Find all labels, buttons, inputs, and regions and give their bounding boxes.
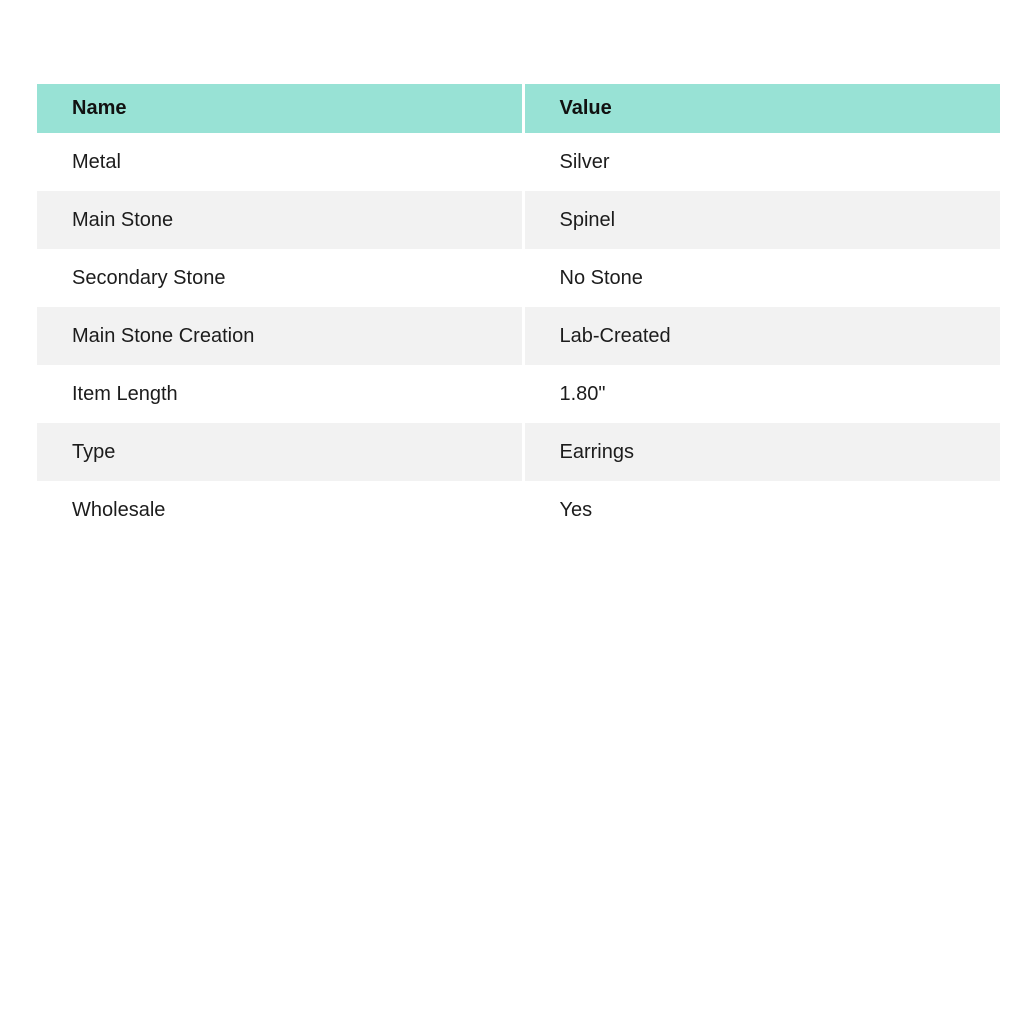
attribute-name-cell: Secondary Stone: [37, 249, 523, 307]
attribute-value-cell: No Stone: [523, 249, 1000, 307]
attribute-name-cell: Main Stone: [37, 191, 523, 249]
column-header-name: Name: [37, 84, 523, 133]
attribute-name-cell: Metal: [37, 133, 523, 191]
table-row: [37, 307, 1000, 365]
attribute-name-cell: Main Stone Creation: [37, 307, 523, 365]
attribute-value-cell: 1.80": [523, 365, 1000, 423]
table-row: [37, 365, 1000, 423]
table-row: [37, 423, 1000, 481]
attribute-value-cell: Earrings: [523, 423, 1000, 481]
attribute-name-cell: Type: [37, 423, 523, 481]
attribute-name-cell: Wholesale: [37, 481, 523, 539]
attributes-table: [37, 84, 1000, 539]
attribute-value-cell: Silver: [523, 133, 1000, 191]
table-row: [37, 191, 1000, 249]
table-row: [37, 481, 1000, 539]
table-body: [37, 133, 1000, 539]
attribute-name-cell: Item Length: [37, 365, 523, 423]
table-row: [37, 249, 1000, 307]
column-header-value: Value: [523, 84, 1000, 133]
attributes-table-container: [37, 84, 1000, 539]
table-row: [37, 133, 1000, 191]
attribute-value-cell: Yes: [523, 481, 1000, 539]
attribute-value-cell: Lab-Created: [523, 307, 1000, 365]
attribute-value-cell: Spinel: [523, 191, 1000, 249]
table-header-row: [37, 84, 1000, 133]
